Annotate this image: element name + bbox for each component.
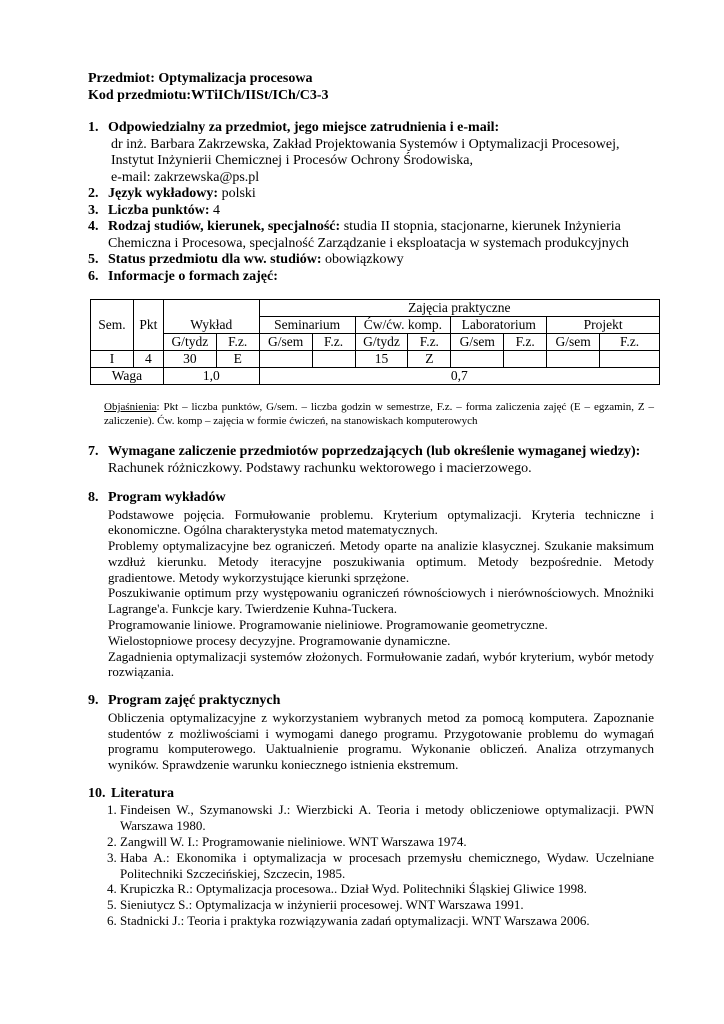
subheader-fz: F.z. [312,334,355,351]
header-seminarium: Seminarium [259,317,355,334]
list-item: 1. Findeisen W., Szymanowski J.: Wierzbicki A. Teoria i metody obliczeniowe optymalizacji. PWN Warszawa 1980. [120,802,654,834]
cell-wyklad-fz: E [216,351,259,368]
section-3-title: Liczba punktów: [108,202,210,218]
cell-waga-praktyczne: 0,7 [259,368,659,385]
section-2-title: Język wykładowy: [108,186,219,201]
subheader-fz: F.z. [504,334,547,351]
specialization: Chemiczna i Procesowa, specjalność Zarządzanie i eksploatacja w systemach produkcyjnych [108,235,629,251]
section-10-number: 10. [88,785,106,801]
list-item: 2. Zangwill W. I.: Programowanie nieliniowe. WNT Warszawa 1974. [120,834,654,850]
header-pkt: Pkt [133,300,163,351]
lecture-topic: Problemy optymalizacyjne bez ograniczeń. Metody oparte na analizie klasycznej. Szukanie maksimum wzdłuż kierunku. Metody iteracyjne poszukiwania optimum. Metody bezpośrednie. Metody gradientowe. Metody wykorzystujące kierunki sprzężone. [108,538,654,585]
section-2 [88,186,654,203]
subheader-gtydz: G/tydz [163,334,216,351]
cell-empty [600,351,660,368]
cell-wyklad-g: 30 [163,351,216,368]
table-row [91,351,660,368]
practical-program: Obliczenia optymalizacyjne z wykorzystaniem wybranych metod za pomocą komputera. Zapoznanie studentów z możliwościami i wymogami danego programu. Przygotowanie problemu do wymagań programu komputerowego. Uaktualnienie programu. Wykonanie obliczeń. Analiza otrzymanych wyników. Sprawdzenie warunku koniecznego istnienia ekstremum. [108,709,654,773]
cell-empty [504,351,547,368]
literature-list [88,802,654,928]
responsible-person: dr inż. Barbara Zakrzewska, Zakład Projektowania Systemów i Optymalizacji Procesowej, [111,136,620,152]
lecture-topic: Poszukiwanie optimum przy występowaniu ograniczeń równościowych i nierównościowych. Mnożniki Lagrange'a. Funkcje kary. Twierdzenie Kuhna-Tuckera. [108,585,654,617]
cell-empty [312,351,355,368]
section-10-title: Literatura [111,785,174,801]
section-1-number: 1. [88,120,99,135]
table-row [91,368,660,385]
header-zajecia-praktyczne: Zajęcia praktyczne [259,300,659,317]
list-item: 6. Stadnicki J.: Teoria i praktyka rozwiązywania zadań optymalizacji. WNT Warszawa 2006. [120,913,654,929]
section-4 [88,219,654,236]
section-5-title: Status przedmiotu dla ww. studiów: [108,252,322,267]
document-page [88,70,654,929]
section-3 [88,203,654,220]
section-9-number: 9. [88,693,99,709]
section-7-title: Wymagane zaliczenie przedmiotów poprzedzających (lub określenie wymaganej wiedzy): [108,444,641,459]
lecture-topic: Zagadnienia optymalizacji systemów złożonych. Formułowanie zadań, wybór kryterium, wybór metody rozwiązania. [108,648,654,680]
cell-empty [259,351,312,368]
section-7 [88,444,654,461]
cell-waga-wyklad: 1,0 [163,368,259,385]
header-projekt: Projekt [547,317,660,334]
section-10 [88,786,654,803]
section-8-title: Program wykładów [108,490,226,505]
subheader-fz: F.z. [216,334,259,351]
notes-text: : Pkt – liczba punktów, G/sem. – liczba godzin w semestrze, F.z. – forma zaliczenia zajęć (E – egzamin, Z – zaliczenie). Ćw. komp – zajęcia w formie ćwiczeń, na stanowiskach komputerowych [104,401,654,427]
header-laboratorium: Laboratorium [451,317,547,334]
cell-sem: I [91,351,134,368]
prerequisites: Rachunek różniczkowy. Podstawy rachunku wektorowego i macierzowego. [108,460,532,476]
section-3-number: 3. [88,202,99,218]
section-5 [88,252,654,269]
section-6-title: Informacje o formach zajęć: [108,268,278,284]
section-4-number: 4. [88,219,99,234]
subheader-fz: F.z. [600,334,660,351]
header-sem: Sem. [91,300,134,351]
lecture-topic: Wielostopniowe procesy decyzyjne. Programowanie dynamiczne. [108,632,451,648]
status-value: obowiązkowy [321,252,404,267]
section-5-number: 5. [88,252,99,267]
subheader-gsem: G/sem [547,334,600,351]
notes-label: Objaśnienia [104,401,157,413]
cell-cw-fz: Z [408,351,451,368]
section-1 [88,120,654,137]
cell-cw-g: 15 [355,351,408,368]
section-6 [88,269,654,286]
header-cwiczenia: Ćw/ćw. komp. [355,317,451,334]
section-7-number: 7. [88,444,99,459]
cell-waga-label: Waga [91,368,164,385]
section-4-title: Rodzaj studiów, kierunek, specjalność: [108,219,341,234]
cell-empty [451,351,504,368]
list-item: 3. Haba A.: Ekonomika i optymalizacja w procesach przemysłu chemicznego, Wydaw. Uczelniane Politechniki Szczecińskiej, Szczecin, 1985. [120,850,654,882]
cell-pkt: 4 [133,351,163,368]
section-8 [88,490,654,507]
email: e-mail: zakrzewska@ps.pl [111,169,260,185]
language-value: polski [218,186,256,201]
subheader-gtydz: G/tydz [355,334,408,351]
study-type-value: studia II stopnia, stacjonarne, kierunek Inżynieria [340,219,621,234]
section-2-number: 2. [88,186,99,201]
cell-empty [547,351,600,368]
section-6-number: 6. [88,268,99,284]
subheader-fz: F.z. [408,334,451,351]
subheader-gsem: G/sem [451,334,504,351]
subject-title: Przedmiot: Optymalizacja procesowa [88,71,313,86]
section-9 [88,693,654,710]
points-value: 4 [209,202,221,218]
lecture-topic: Programowanie liniowe. Programowanie nieliniowe. Programowanie geometryczne. [108,617,548,633]
table-notes [88,401,654,428]
classes-table [90,299,660,385]
subject-code: Kod przedmiotu:WTiICh/IISt/ICh/C3-3 [88,88,329,103]
institute: Instytut Inżynierii Chemicznej i Procesów Ochrony Środowiska, [111,153,473,168]
section-1-title: Odpowiedzialny za przedmiot, jego miejsce zatrudnienia i e-mail: [108,120,500,135]
subheader-gsem: G/sem [259,334,312,351]
list-item: 5. Sieniutycz S.: Optymalizacja w inżynierii procesowej. WNT Warszawa 1991. [120,897,654,913]
lecture-topic: Podstawowe pojęcia. Formułowanie problemu. Kryterium optymalizacji. Kryteria techniczne i ekonomiczne. Ogólna charakterystyka metod matematycznych. [108,506,654,538]
header-wyklad: Wykład [163,300,259,334]
list-item: 4. Krupiczka R.: Optymalizacja procesowa.. Dział Wyd. Politechniki Śląskiej Gliwice 1998. [120,881,654,897]
section-9-title: Program zajęć praktycznych [108,693,281,709]
section-8-number: 8. [88,490,99,505]
